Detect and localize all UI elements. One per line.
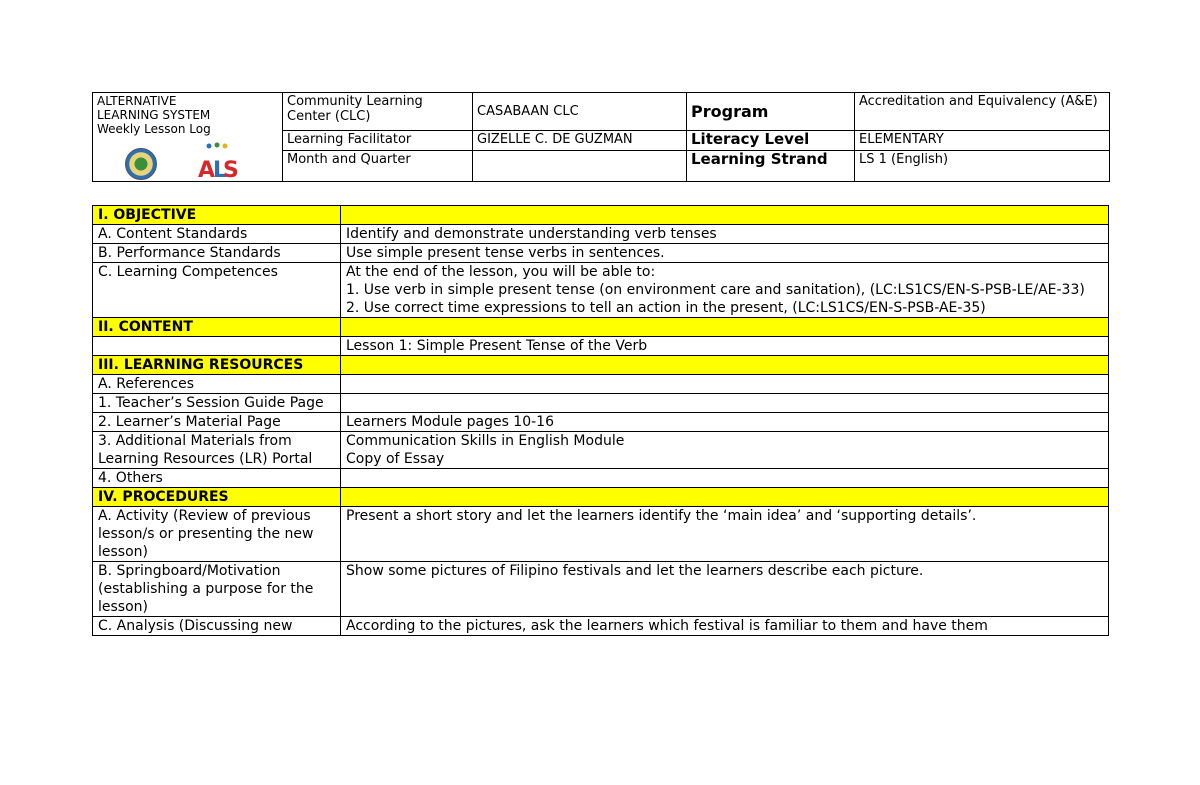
learning-strand-value: LS 1 (English): [855, 151, 1110, 182]
resources-title: III. LEARNING RESOURCES: [93, 356, 341, 375]
month-quarter-value: [473, 151, 687, 182]
procedures-title: IV. PROCEDURES: [93, 488, 341, 507]
springboard-label: B. Springboard/Motivation (establishing a purpose for the lesson): [93, 562, 341, 617]
logos: [97, 142, 278, 183]
table-row: [93, 507, 1109, 562]
content-standards-label: A. Content Standards: [93, 225, 341, 244]
deped-seal-icon: [125, 148, 157, 180]
literacy-level-value: ELEMENTARY: [855, 130, 1110, 150]
springboard-value: Show some pictures of Filipino festivals and let the learners describe each picture.: [341, 562, 1109, 617]
svg-text:L: L: [213, 158, 228, 183]
table-row: [93, 225, 1109, 244]
table-row: [93, 337, 1109, 356]
system-line1: ALTERNATIVE: [97, 94, 177, 108]
activity-label: A. Activity (Review of previous lesson/s or presenting the new lesson): [93, 507, 341, 562]
competences-value: [341, 263, 1109, 318]
system-cell: [93, 93, 283, 182]
additional-materials-label: 3. Additional Materials from Learning Resources (LR) Portal: [93, 432, 341, 469]
program-label: Program: [687, 93, 855, 131]
month-quarter-label: Month and Quarter: [283, 151, 473, 182]
section-row: [93, 356, 1109, 375]
literacy-level-label: Literacy Level: [687, 130, 855, 150]
objective-title: I. OBJECTIVE: [93, 206, 341, 225]
table-row: [93, 432, 1109, 469]
content-value: Lesson 1: Simple Present Tense of the Verb: [341, 337, 1109, 356]
learning-strand-label: Learning Strand: [687, 151, 855, 182]
competences-label: C. Learning Competences: [93, 263, 341, 318]
clc-value: CASABAAN CLC: [473, 93, 687, 131]
table-row: [93, 394, 1109, 413]
header-table: [92, 92, 1110, 182]
references-label: A. References: [93, 375, 341, 394]
additional-line1: Communication Skills in English Module: [346, 433, 625, 449]
facilitator-label: Learning Facilitator: [283, 130, 473, 150]
content-title: II. CONTENT: [93, 318, 341, 337]
svg-text:A: A: [198, 158, 216, 183]
program-value: Accreditation and Equivalency (A&E): [855, 93, 1110, 131]
table-row: [93, 469, 1109, 488]
section-row: [93, 206, 1109, 225]
others-label: 4. Others: [93, 469, 341, 488]
performance-standards-label: B. Performance Standards: [93, 244, 341, 263]
clc-label: Community Learning Center (CLC): [283, 93, 473, 131]
table-row: [93, 263, 1109, 318]
table-row: [93, 375, 1109, 394]
analysis-label: C. Analysis (Discussing new: [93, 617, 341, 636]
als-logo-icon: [197, 142, 239, 183]
table-row: [93, 617, 1109, 636]
performance-standards-value: Use simple present tense verbs in sentences.: [341, 244, 1109, 263]
table-row: [93, 413, 1109, 432]
competences-line2: 1. Use verb in simple present tense (on environment care and sanitation), (LC:LS1CS/EN-S-PSB-LE/AE-33): [346, 282, 1085, 298]
section-row: [93, 488, 1109, 507]
learners-material-label: 2. Learner’s Material Page: [93, 413, 341, 432]
teachers-guide-label: 1. Teacher’s Session Guide Page: [93, 394, 341, 413]
table-row: [93, 244, 1109, 263]
facilitator-value: GIZELLE C. DE GUZMAN: [473, 130, 687, 150]
system-line2: LEARNING SYSTEM: [97, 108, 211, 122]
system-line3: Weekly Lesson Log: [97, 122, 211, 136]
competences-line3: 2. Use correct time expressions to tell an action in the present, (LC:LS1CS/EN-S-PSB-AE-35): [346, 300, 986, 316]
section-row: [93, 318, 1109, 337]
competences-line1: At the end of the lesson, you will be able to:: [346, 264, 656, 280]
activity-value: Present a short story and let the learners identify the ‘main idea’ and ‘supporting details’.: [341, 507, 1109, 562]
additional-line2: Copy of Essay: [346, 451, 445, 467]
content-standards-value: Identify and demonstrate understanding verb tenses: [341, 225, 1109, 244]
analysis-value: According to the pictures, ask the learners which festival is familiar to them and have them: [341, 617, 1109, 636]
table-row: [93, 562, 1109, 617]
svg-text:S: S: [223, 158, 239, 183]
learners-material-value: Learners Module pages 10-16: [341, 413, 1109, 432]
lesson-log-table: [92, 205, 1109, 636]
additional-materials-value: [341, 432, 1109, 469]
